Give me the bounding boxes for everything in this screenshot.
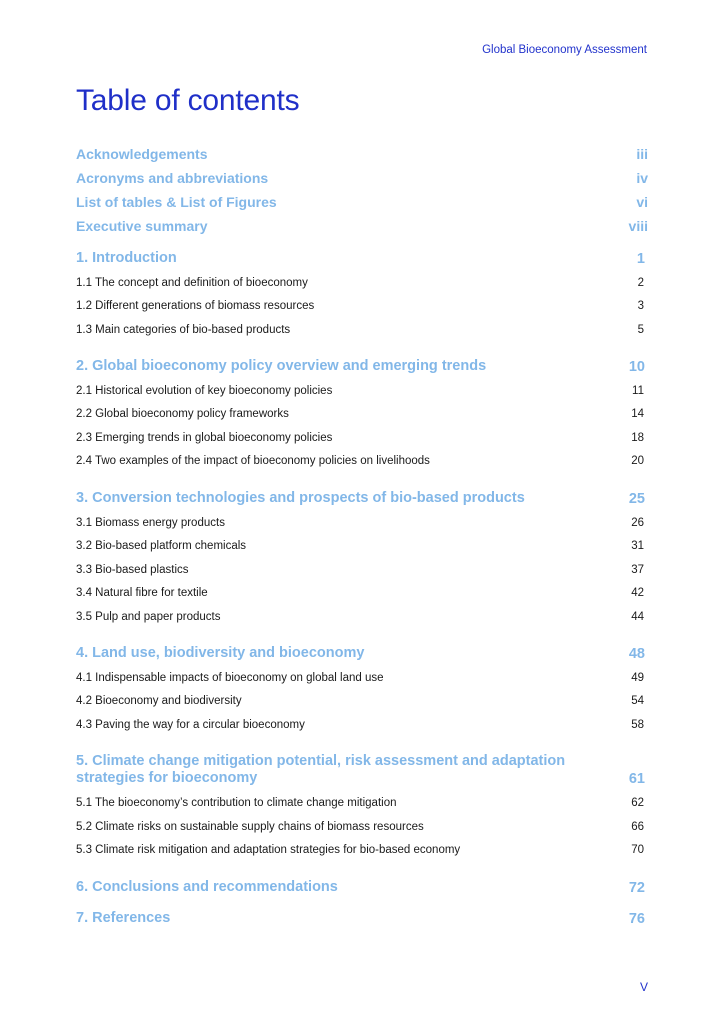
toc-section-page: 49	[631, 672, 644, 684]
toc-section[interactable]	[76, 277, 648, 289]
toc-chapter-label-line: strategies for bioeconomy	[76, 770, 258, 786]
toc-section[interactable]	[76, 611, 648, 623]
toc-section-page: 54	[631, 695, 644, 707]
toc-section-page: 11	[632, 385, 644, 397]
toc-entry-page: iii	[636, 146, 648, 162]
toc-chapter-label	[76, 753, 565, 787]
toc-section-page: 70	[631, 844, 644, 856]
toc-section-label: 5.2 Climate risks on sustainable supply chains of biomass resources	[76, 821, 424, 833]
toc-section-label: 3.5 Pulp and paper products	[76, 611, 221, 623]
toc-section[interactable]	[76, 719, 648, 731]
page-title: Table of contents	[76, 84, 300, 117]
toc-chapter-label: 7. References	[76, 910, 171, 926]
toc-chapter-page: 72	[628, 880, 645, 896]
toc-chapter-page: 76	[628, 911, 645, 927]
toc-section-page: 37	[631, 564, 644, 576]
toc-section[interactable]	[76, 300, 648, 312]
toc-section-label: 2.4 Two examples of the impact of bioeconomy policies on livelihoods	[76, 455, 430, 467]
toc-section-page: 62	[631, 797, 644, 809]
toc-chapter-label: 6. Conclusions and recommendations	[76, 879, 338, 895]
toc-section-page: 20	[631, 455, 644, 467]
toc-chapter-page: 10	[628, 359, 645, 375]
toc-section-label: 1.3 Main categories of bio-based products	[76, 324, 291, 336]
toc-section[interactable]	[76, 695, 648, 707]
toc-section-label: 4.2 Bioeconomy and biodiversity	[76, 695, 242, 707]
toc-section[interactable]	[76, 821, 648, 833]
toc-chapter-6[interactable]	[76, 879, 648, 896]
toc-chapter-page: 48	[628, 646, 645, 662]
toc-section-page: 2	[637, 277, 644, 289]
toc-section-label: 5.3 Climate risk mitigation and adaptation strategies for bio-based economy	[76, 844, 461, 856]
toc-section[interactable]	[76, 564, 648, 576]
toc-section[interactable]	[76, 455, 648, 467]
toc-chapter-2[interactable]	[76, 358, 648, 375]
toc-section-label: 3.4 Natural fibre for textile	[76, 587, 208, 599]
toc-section[interactable]	[76, 432, 648, 444]
toc-chapter-page: 1	[636, 251, 645, 267]
toc-section-page: 58	[631, 719, 644, 731]
toc-section-page: 3	[637, 300, 644, 312]
toc-section-label: 2.2 Global bioeconomy policy frameworks	[76, 408, 289, 420]
toc-section-label: 3.1 Biomass energy products	[76, 517, 225, 529]
toc-chapter-page: 25	[628, 491, 645, 507]
toc-chapter-5[interactable]	[76, 753, 648, 787]
toc-section-page: 31	[631, 540, 644, 552]
toc-section[interactable]	[76, 587, 648, 599]
running-header: Global Bioeconomy Assessment	[482, 44, 647, 56]
toc-entry-label: List of tables & List of Figures	[76, 194, 277, 210]
toc-section-page: 42	[631, 587, 644, 599]
toc-entry-acronyms[interactable]	[76, 170, 648, 186]
toc-section-label: 5.1 The bioeconomy’s contribution to climate change mitigation	[76, 797, 397, 809]
toc-chapter-7[interactable]	[76, 910, 648, 927]
toc-section-label: 1.2 Different generations of biomass resources	[76, 300, 315, 312]
toc-section-label: 2.1 Historical evolution of key bioeconomy policies	[76, 385, 333, 397]
toc-section-label: 4.1 Indispensable impacts of bioeconomy on global land use	[76, 672, 384, 684]
toc-section-label: 2.3 Emerging trends in global bioeconomy policies	[76, 432, 333, 444]
page-number: V	[639, 980, 648, 994]
toc-section-page: 18	[631, 432, 644, 444]
toc-section-page: 26	[631, 517, 644, 529]
toc-entry-label: Acknowledgements	[76, 146, 208, 162]
toc-section-page: 5	[637, 324, 644, 336]
toc-chapter-label: 2. Global bioeconomy policy overview and emerging trends	[76, 358, 487, 374]
toc-entry-label: Executive summary	[76, 218, 208, 234]
toc-chapter-4[interactable]	[76, 645, 648, 662]
toc-entry-executive-summary[interactable]	[76, 218, 648, 234]
toc-section[interactable]	[76, 844, 648, 856]
toc-section[interactable]	[76, 408, 648, 420]
toc-section[interactable]	[76, 517, 648, 529]
toc-section-page: 44	[631, 611, 644, 623]
toc-section-page: 14	[631, 408, 644, 420]
toc-chapter-3[interactable]	[76, 490, 648, 507]
toc-entry-label: Acronyms and abbreviations	[76, 170, 269, 186]
toc-chapter-label-line: 5. Climate change mitigation potential, risk assessment and adaptation	[76, 753, 566, 769]
toc-section[interactable]	[76, 797, 648, 809]
toc-section-label: 3.2 Bio-based platform chemicals	[76, 540, 247, 552]
toc-chapter-label: 3. Conversion technologies and prospects of bio-based products	[76, 490, 525, 506]
toc-entry-page: iv	[636, 170, 648, 186]
toc-entry-page: vi	[636, 194, 648, 210]
toc-chapter-label: 4. Land use, biodiversity and bioeconomy	[76, 645, 365, 661]
toc-section[interactable]	[76, 324, 648, 336]
toc-section-label: 1.1 The concept and definition of bioeconomy	[76, 277, 308, 289]
toc-entry-acknowledgements[interactable]	[76, 146, 648, 162]
toc-chapter-label: 1. Introduction	[76, 250, 177, 266]
toc-section-page: 66	[631, 821, 644, 833]
toc-chapter-1[interactable]	[76, 250, 648, 267]
toc-section[interactable]	[76, 540, 648, 552]
toc-entry-page: viii	[628, 218, 648, 234]
toc-entry-list-of-tables[interactable]	[76, 194, 648, 210]
toc-chapter-page: 61	[628, 771, 645, 787]
toc-section[interactable]	[76, 672, 648, 684]
toc-section-label: 4.3 Paving the way for a circular bioeconomy	[76, 719, 305, 731]
toc-section-label: 3.3 Bio-based plastics	[76, 564, 189, 576]
toc-section[interactable]	[76, 385, 648, 397]
